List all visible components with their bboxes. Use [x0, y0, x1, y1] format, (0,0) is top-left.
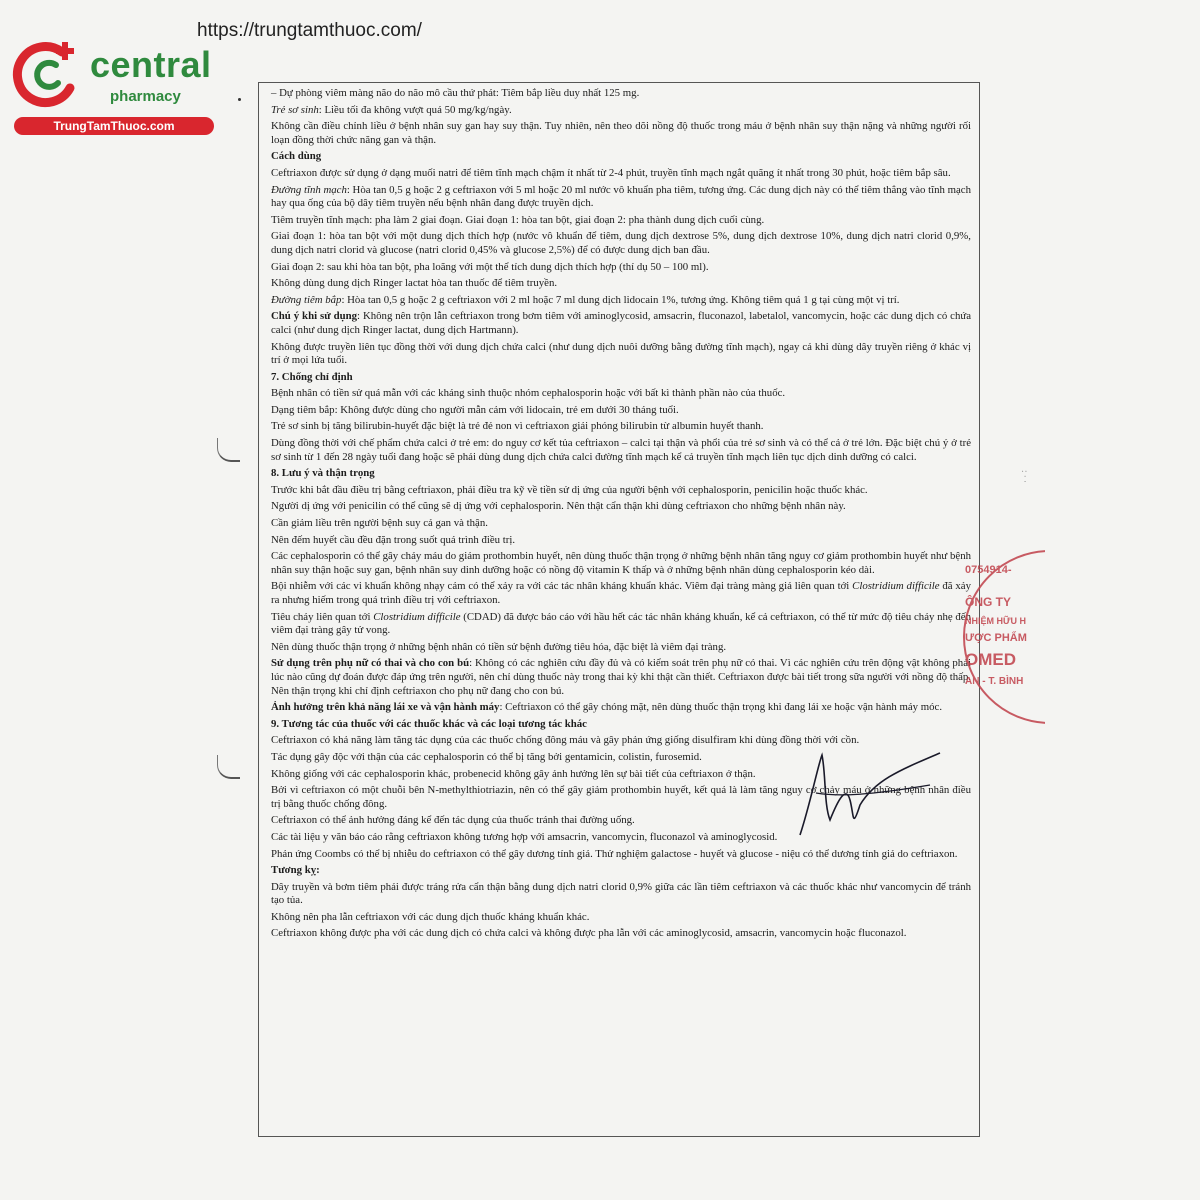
paragraph: Nên đếm huyết cầu đều đặn trong suốt quá trình điều trị.	[271, 533, 516, 546]
paragraph: Bệnh nhân có tiền sử quá mẫn với các kháng sinh thuộc nhóm cephalosporin hoặc với bất kì thành phần nào của thuốc.	[271, 387, 786, 400]
section-heading: Tương kỵ:	[271, 864, 320, 877]
logo-banner: TrungTamThuoc.com	[14, 117, 214, 135]
punch-hole-mark	[217, 438, 240, 462]
paragraph: Không giống với các cephalosporin khác, probenecid không gây ảnh hưởng lên sự bài tiết của ceftriaxon ở thận.	[271, 767, 756, 780]
paragraph: Phản ứng Coombs có thể bị nhiễu do ceftriaxon có thể gây dương tính giả. Thử nghiệm galactose - huyết và glucose - niệu có thể dương tính giả do ceftriaxon.	[271, 847, 958, 860]
stamp-text: ÔNG TY	[965, 595, 1012, 609]
stamp-text: OMED	[965, 650, 1016, 669]
paragraph: Không cần điều chỉnh liều ở bệnh nhân suy gan hay suy thận. Tuy nhiên, nên theo dõi nồng độ thuốc trong máu ở bệnh nhân suy thận nặng và những người rối loạn đồng thời chức năng gan và thận.	[271, 120, 971, 146]
paragraph: Trẻ sơ sinh: Liều tối đa không vượt quá 50 mg/kg/ngày.	[271, 103, 512, 116]
handwritten-signature	[780, 745, 950, 855]
paragraph: Ceftriaxon có thể ảnh hưởng đáng kể đến tác dụng của thuốc tránh thai đường uống.	[271, 814, 635, 827]
paragraph: Đường tiêm bắp: Hòa tan 0,5 g hoặc 2 g ceftriaxon với 2 ml hoặc 7 ml dung dịch lidocain 1%, tương ứng. Không tiêm quá 1 g tại cùng một vị trí.	[271, 293, 900, 306]
paragraph: Trước khi bắt đầu điều trị bằng ceftriaxon, phải điều tra kỹ về tiền sử dị ứng của người bệnh với cephalosporin, penicilin hoặc thuốc khác.	[271, 483, 868, 496]
paragraph: Tác dụng gây độc với thận của các cephalosporin có thể bị tăng bởi gentamicin, colistin, furosemid.	[271, 750, 702, 763]
section-heading: 7. Chống chỉ định	[271, 370, 353, 383]
logo-subtitle: pharmacy	[110, 88, 181, 105]
paragraph: Không dùng dung dịch Ringer lactat hòa tan thuốc để tiêm truyền.	[271, 277, 558, 290]
stamp-text: ƯỢC PHẨM	[965, 632, 1027, 644]
paragraph: Sử dụng trên phụ nữ có thai và cho con bú: Không có các nghiên cứu đầy đủ và có kiểm soát trên phụ nữ có thai. Vì các nghiên cứu trên động vật không phải lúc nào cũng dự đoán được đáp ứng trên người, nên chỉ dùng thuốc này trong thai kỳ khi thật cần thiết. Ceftriaxon được bài tiết trong sữa người với nồng độ thấp. Nên thận trọng khi chỉ định ceftriaxon cho phụ nữ đang cho con bú.	[271, 657, 971, 697]
paragraph: Không nên pha lẫn ceftriaxon với các dung dịch thuốc kháng khuẩn khác.	[271, 910, 590, 923]
site-url[interactable]: https://trungtamthuoc.com/	[197, 20, 422, 41]
stamp-text: AN - T. BÌNH	[965, 676, 1024, 687]
paragraph: Chú ý khi sử dụng: Không nên trộn lẫn ceftriaxon trong bơm tiêm với aminoglycosid, amsacrin, fluconazol, labetalol, vancomycin, hoặc các dung dịch có chứa calci (như dung dịch Ringer lactat, dung dịch Hartmann).	[271, 310, 972, 336]
company-stamp	[955, 550, 1045, 730]
paragraph: Ceftriaxon không được pha với các dung dịch có chứa calci và không được pha lẫn với các aminoglycosid, amsacrin, vancomycin hoặc fluconazol.	[271, 927, 907, 940]
paragraph: Giai đoạn 1: hòa tan bột với một dung dịch thích hợp (nước vô khuẩn để tiêm, dung dịch dextrose 5%, dung dịch dextrose 10%, dung dịch natri clorid 0,9%, dung dịch natri clorid và glucose (natri clorid 0,45% và glucose 2,5%) để có được dung dịch ban đầu.	[271, 230, 971, 256]
stamp-text: 0754914-	[965, 564, 1012, 576]
paragraph: Người dị ứng với penicilin có thể cũng sẽ dị ứng với cephalosporin. Nên thật cẩn thận khi dùng ceftriaxon cho những bệnh nhân này.	[271, 500, 846, 513]
paragraph: Ceftriaxon được sử dụng ở dạng muối natri để tiêm tĩnh mạch chậm ít nhất từ 2-4 phút, truyền tĩnh mạch ngắt quãng ít nhất trong 30 phút, hoặc tiêm bắp sâu.	[271, 166, 951, 179]
logo-name: central	[90, 44, 212, 85]
pharmacy-logo-icon	[10, 38, 84, 112]
paragraph: Ảnh hưởng trên khả năng lái xe và vận hành máy: Ceftriaxon có thể gây chóng mặt, nên dùng thuốc thận trọng khi đang lái xe hoặc vận hành máy móc.	[271, 701, 943, 714]
paragraph: Dạng tiêm bắp: Không được dùng cho người mẫn cảm với lidocain, trẻ em dưới 30 tháng tuổi.	[271, 403, 679, 416]
paragraph: Các tài liệu y văn báo cáo rằng ceftriaxon không tương hợp với amsacrin, vancomycin, fluconazol và aminoglycosid.	[271, 830, 778, 843]
paragraph: Bởi vì ceftriaxon có một chuỗi bên N-methylthiotriazin, nên có thể gây giảm prothombin huyết, kết quả là làm tăng nguy cơ chảy máu ở những bệnh nhân điều trị bằng thuốc chống đông.	[271, 784, 971, 810]
paragraph: Các cephalosporin có thể gây chảy máu do giảm prothombin huyết, nên dùng thuốc thận trọng ở những bệnh nhân tăng nguy cơ giảm prothombin huyết như bệnh nhân suy thận hoặc suy gan, bệnh nhân suy dinh dưỡng hoặc có nồng độ vitamin K thấp và ở những bệnh nhân dùng cephalosporin kéo dài.	[271, 550, 971, 576]
page-edge-marks: : · ·	[1020, 470, 1030, 483]
leaflet-document	[258, 82, 980, 1137]
paragraph: Nên dùng thuốc thận trọng ở những bệnh nhân có tiền sử bệnh đường tiêu hóa, đặc biệt là viêm đại tràng.	[271, 640, 727, 653]
section-heading: 8. Lưu ý và thận trọng	[271, 467, 375, 480]
paragraph: Trẻ sơ sinh bị tăng bilirubin-huyết đặc biệt là trẻ đẻ non vì ceftriaxon giải phóng bilirubin từ albumin huyết thanh.	[271, 420, 764, 433]
bullet-dot	[238, 98, 241, 101]
paragraph: Đường tĩnh mạch: Hòa tan 0,5 g hoặc 2 g ceftriaxon với 5 ml hoặc 20 ml nước vô khuẩn pha tiêm, tương ứng. Các dung dịch này có thể tiêm thẳng vào tĩnh mạch hay qua ống của bộ dây tiêm truyền nếu bệnh nhân đang được truyền dịch.	[271, 183, 971, 210]
paragraph: Dây truyền và bơm tiêm phải được tráng rửa cẩn thận bằng dung dịch natri clorid 0,9% giữa các lần tiêm ceftriaxon và các thuốc khác như vancomycin để tránh tạo tủa.	[271, 880, 971, 907]
paragraph: – Dự phòng viêm màng não do não mô cầu thứ phát: Tiêm bắp liều duy nhất 125 mg.	[271, 87, 640, 99]
stamp-text: NHIỆM HỮU H	[965, 616, 1026, 626]
paragraph: Tiêu chảy liên quan tới Clostridium difficile (CDAD) đã được báo cáo với hầu hết các tác nhân kháng khuẩn, kể cả ceftriaxon, có thể từ mức độ tiêu chảy nhẹ đến viêm đại tràng gây tử vong.	[271, 610, 971, 637]
paragraph: Ceftriaxon có khả năng làm tăng tác dụng của các thuốc chống đông máu và gây phản ứng giống disulfiram khi dùng đồng thời với cồn.	[271, 734, 860, 747]
section-heading: Cách dùng	[271, 150, 322, 163]
paragraph: Tiêm truyền tĩnh mạch: pha làm 2 giai đoạn. Giai đoạn 1: hòa tan bột, giai đoạn 2: pha thành dung dịch cuối cùng.	[271, 213, 765, 226]
paragraph: Giai đoạn 2: sau khi hòa tan bột, pha loãng với một thể tích dung dịch thích hợp (thí dụ 50 – 100 ml).	[271, 260, 709, 273]
section-heading: 9. Tương tác của thuốc với các thuốc khác và các loại tương tác khác	[271, 717, 587, 730]
paragraph: Cần giảm liều trên người bệnh suy cả gan và thận.	[271, 517, 488, 530]
paragraph: Bội nhiễm với các vi khuẩn không nhạy cảm có thể xảy ra với các tác nhân kháng khuẩn khác. Viêm đại tràng màng giả liên quan tới Clostridium difficile đã xảy ra nhưng hiếm trong quá trình điều trị với ceftriaxon.	[271, 580, 972, 606]
paragraph: Dùng đồng thời với chế phẩm chứa calci ở trẻ em: do nguy cơ kết tủa ceftriaxon – calci tại thận và phổi của trẻ sơ sinh và có thể cả ở trẻ lớn. Đặc biệt chú ý ở trẻ sơ sinh từ 1 đến 28 ngày tuổi đang hoặc sẽ phải dùng dung dịch chứa calci đường tĩnh mạch kể cả truyền tĩnh mạch liên tục dịch dinh dưỡng có calci.	[271, 437, 971, 463]
pharmacy-logo[interactable]	[10, 38, 215, 138]
paragraph: Không được truyền liên tục đồng thời với dung dịch chứa calci (như dung dịch nuôi dưỡng bằng đường tĩnh mạch), ngay cả khi dùng dây truyền riêng ở khác vị trí ở mọi lứa tuổi.	[271, 340, 971, 367]
punch-hole-mark	[217, 755, 240, 779]
